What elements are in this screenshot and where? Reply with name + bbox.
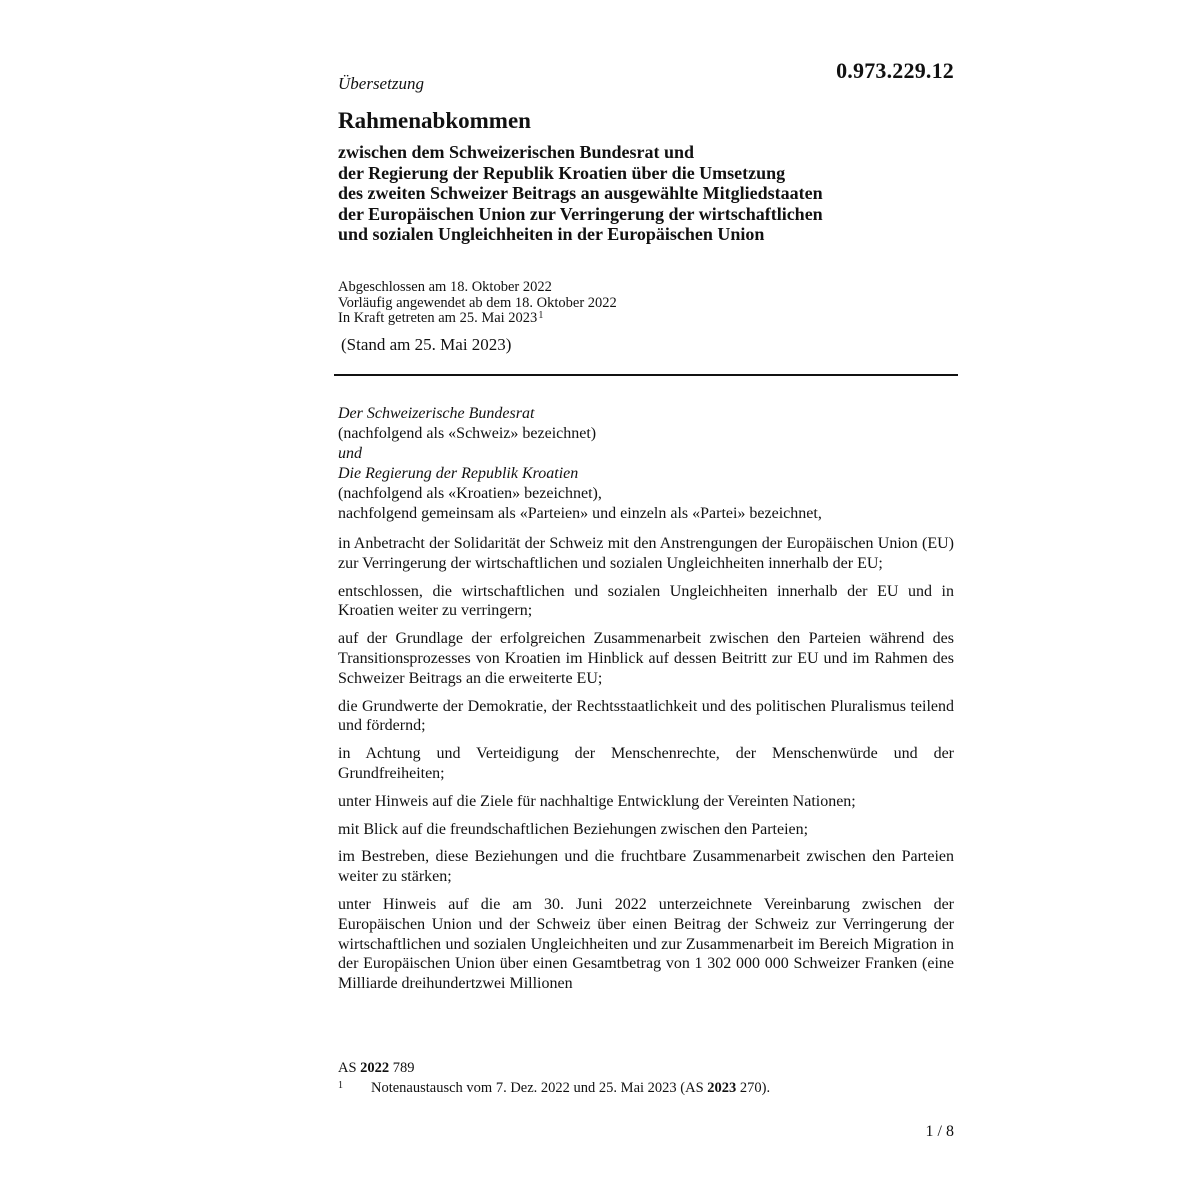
- in-force-date: In Kraft getreten am 25. Mai 2023: [338, 310, 538, 326]
- footnote-reference[interactable]: 1: [538, 310, 544, 321]
- joint-designation: nachfolgend gemeinsam als «Parteien» und einzeln als «Partei» bezeichnet,: [338, 505, 822, 522]
- preamble-paragraph: mit Blick auf die freundschaftlichen Beziehungen zwischen den Parteien;: [338, 820, 809, 838]
- footnote-year: 2023: [707, 1080, 737, 1096]
- subtitle-line: des zweiten Schweizer Beitrags an ausgewählte Mitgliedstaaten: [338, 183, 823, 203]
- preamble-paragraph: im Bestreben, diese Beziehungen und die fruchtbare Zusammenarbeit zwischen den Parteien weiter zu stärken;: [338, 848, 954, 886]
- subtitle-line: zwischen dem Schweizerischen Bundesrat und: [338, 142, 695, 162]
- as-page: 789: [392, 1060, 415, 1076]
- subtitle-line: der Europäischen Union zur Verringerung der wirtschaftlichen: [338, 203, 823, 224]
- footnote: 1 Notenaustausch vom 7. Dez. 2022 und 25. Mai 2023 (AS 2023 270).: [338, 1080, 771, 1096]
- preamble-paragraph: in Anbetracht der Solidarität der Schweiz mit den Anstrengungen der Europäischen Union (EU) zur Verringerung der wirtschaftlichen und sozialen Ungleichheiten innerhalb der EU;: [338, 535, 954, 572]
- footnotes: [338, 1058, 958, 1098]
- as-prefix: AS: [338, 1060, 357, 1076]
- conjunction: und: [338, 445, 362, 462]
- preamble-paragraph: entschlossen, die wirtschaftlichen und sozialen Ungleichheiten innerhalb der EU und in Kroatien weiter zu verringern;: [338, 582, 954, 620]
- divider: [334, 374, 958, 376]
- translation-label: Übersetzung: [338, 74, 424, 93]
- document-title: Rahmenabkommen: [338, 108, 531, 133]
- party-1-name: Der Schweizerische Bundesrat: [338, 405, 535, 422]
- preamble-paragraph: die Grundwerte der Demokratie, der Rechtsstaatlichkeit und des politischen Pluralismus teilend und fördernd;: [338, 697, 954, 735]
- in-force-line: [338, 311, 617, 327]
- subtitle-line: und sozialen Ungleichheiten in der Europäischen Union: [338, 224, 765, 244]
- parties-block: [338, 404, 822, 524]
- party-2-designation: (nachfolgend als «Kroatien» bezeichnet),: [338, 485, 602, 502]
- as-year: 2022: [360, 1060, 390, 1076]
- party-2-name: Die Regierung der Republik Kroatien: [338, 465, 579, 482]
- preamble-paragraph: auf der Grundlage der erfolgreichen Zusammenarbeit zwischen den Parteien während des Transitionsprozesses von Kroatien im Hinblick auf dessen Beitritt zur EU und im Rahmen des Schweizer Beitrags an die erweiterte EU;: [338, 630, 954, 687]
- preamble-paragraph: unter Hinweis auf die am 30. Juni 2022 unterzeichnete Vereinbarung zwischen der Europäischen Union und der Schweiz über einen Beitrag der Schweiz zur Verringerung der wirtschaftlichen und sozialen Ungleichheiten und zur Zusammenarbeit im Bereich Migration in der Europäischen Union über einen Gesamtbetrag von 1 302 000 000 Schweizer Franken (eine Milliarde dreihundertzwei Millionen: [338, 895, 954, 993]
- preamble: [338, 534, 954, 994]
- provisional-date: Vorläufig angewendet ab dem 18. Oktober 2022: [338, 294, 617, 311]
- date-block: [338, 280, 617, 327]
- sr-number: 0.973.229.12: [836, 58, 954, 83]
- preamble-paragraph: unter Hinweis auf die Ziele für nachhaltige Entwicklung der Vereinten Nationen;: [338, 792, 856, 810]
- subtitle-line: der Regierung der Republik Kroatien über die Umsetzung: [338, 162, 786, 183]
- footnote-page: 270).: [739, 1080, 771, 1096]
- concluded-date: Abgeschlossen am 18. Oktober 2022: [338, 279, 552, 295]
- footnote-text: Notenaustausch vom 7. Dez. 2022 und 25. Mai 2023 (AS: [371, 1080, 704, 1096]
- document-subtitle: [338, 142, 958, 245]
- official-compilation-reference: [338, 1058, 958, 1078]
- page-number: 1 / 8: [925, 1123, 954, 1140]
- party-1-designation: (nachfolgend als «Schweiz» bezeichnet): [338, 425, 597, 442]
- status-date: (Stand am 25. Mai 2023): [341, 335, 512, 354]
- preamble-paragraph: in Achtung und Verteidigung der Menschenrechte, der Menschenwürde und der Grundfreiheiten;: [338, 745, 954, 782]
